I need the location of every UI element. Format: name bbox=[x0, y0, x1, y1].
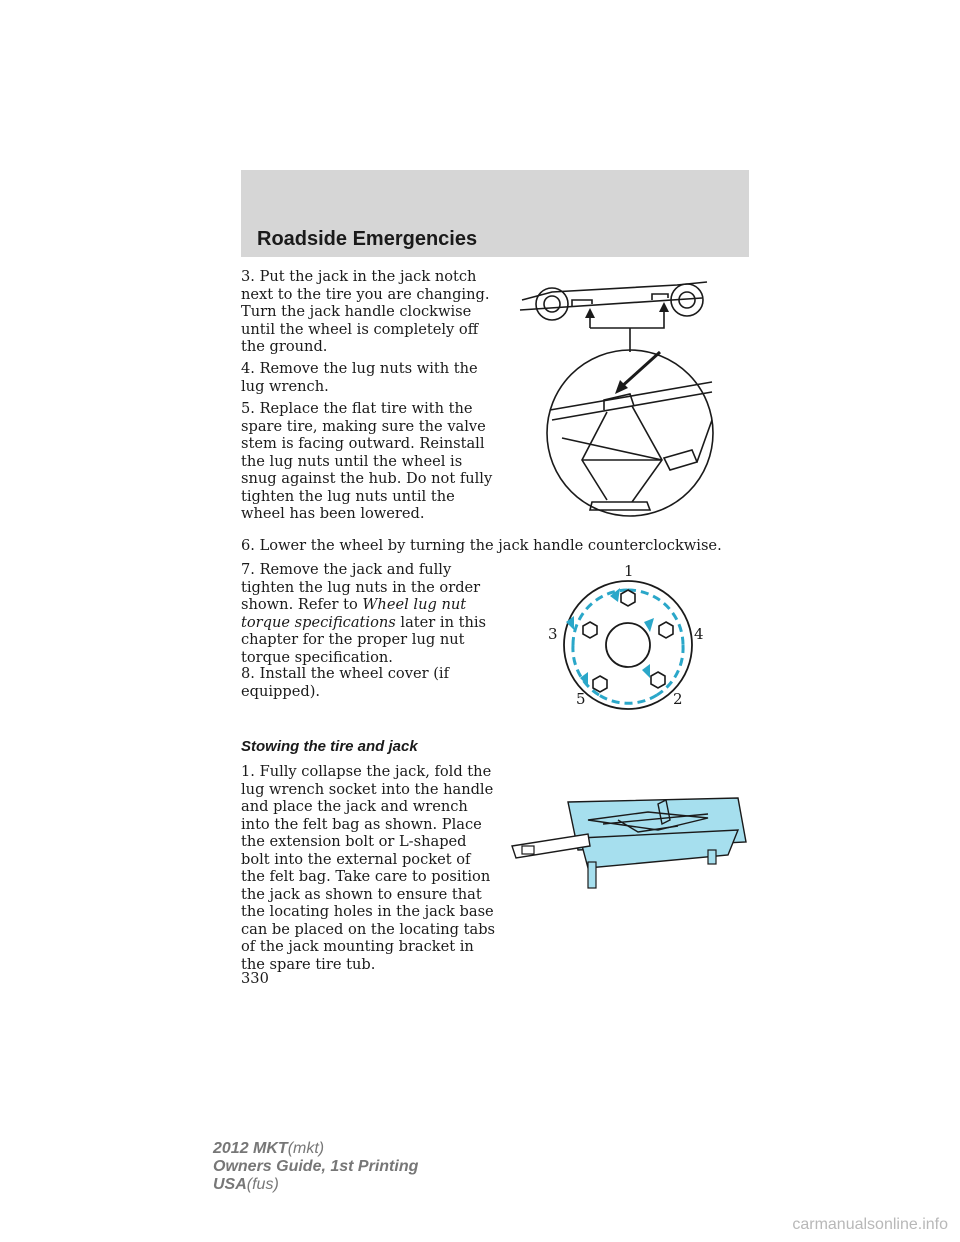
detail-circle bbox=[547, 350, 713, 516]
header-band bbox=[241, 170, 749, 257]
lug-label-3: 3 bbox=[548, 625, 558, 643]
lug-nut-order-diagram bbox=[540, 560, 710, 710]
jack-screw bbox=[562, 438, 662, 460]
step-7 bbox=[241, 561, 496, 666]
jack-base bbox=[590, 502, 650, 510]
jack-bag-illustration bbox=[508, 790, 753, 895]
stowing-step-1: 1. Fully collapse the jack, fold the lug wrench socket into the handle and place the jack and wrench into the felt bag as shown. Place the extension bolt or L-shaped bolt into the external pocket of the felt bag. Take care to position the jack as shown to ensure that the locating holes in the jack base can be placed on the locating tabs of the jack mounting bracket in the spare tire tub. bbox=[241, 763, 496, 973]
wheel-hub bbox=[606, 623, 650, 667]
footer-market: USA bbox=[213, 1176, 247, 1193]
arrow-up-rear bbox=[659, 302, 669, 312]
step-7-reference: Wheel lug nut torque specifications bbox=[241, 596, 467, 631]
step-3: 3. Put the jack in the jack notch next to the tire you are changing. Turn the jack handle clockwise until the wheel is completely off the ground. bbox=[241, 268, 490, 355]
lug-nut-1 bbox=[621, 590, 635, 606]
section-heading-stowing: Stowing the tire and jack bbox=[241, 738, 418, 755]
step-6: 6. Lower the wheel by turning the jack handle counterclockwise. bbox=[241, 537, 722, 554]
footer-model: 2012 MKT bbox=[213, 1140, 288, 1157]
bag-strap-left bbox=[588, 862, 596, 888]
footer bbox=[213, 1140, 418, 1194]
step-7-text: 7. Remove the jack and fully tighten the lug nuts in the order shown. Refer to bbox=[241, 561, 481, 613]
lug-nut-2 bbox=[651, 672, 665, 688]
watermark-text: carmanualsonline.info bbox=[792, 1216, 948, 1233]
footer-line-1 bbox=[213, 1140, 418, 1158]
step-8: 8. Install the wheel cover (if equipped). bbox=[241, 665, 449, 700]
lug-label-5: 5 bbox=[576, 690, 586, 708]
step-5: 5. Replace the flat tire with the spare tire, making sure the valve stem is facing outward. Reinstall the lug nuts until the wheel is snug against the hub. Do not fully tighten the lug nuts until the wheel has been lowered. bbox=[241, 400, 493, 522]
page-number: 330 bbox=[241, 970, 269, 987]
lug-nut-5 bbox=[593, 676, 607, 692]
footer-market-code: (fus) bbox=[246, 1176, 279, 1193]
tightening-path bbox=[573, 590, 683, 703]
lug-nut-3 bbox=[583, 622, 597, 638]
jack-handle bbox=[664, 450, 697, 470]
lug-label-4: 4 bbox=[694, 625, 704, 643]
lug-nut-4 bbox=[659, 622, 673, 638]
bag-strap-right bbox=[708, 850, 716, 864]
step-7-text-end: later in this chapter for the proper lug nut torque specification. bbox=[241, 613, 487, 666]
jack-placement-illustration bbox=[512, 270, 717, 520]
footer-guide: Owners Guide, 1st Printing bbox=[213, 1158, 419, 1175]
jack-notch-rear bbox=[652, 294, 668, 300]
arrow-up-front bbox=[585, 308, 595, 318]
page-title: Roadside Emergencies bbox=[257, 228, 478, 250]
footer-line-2 bbox=[213, 1158, 418, 1176]
footer-line-3 bbox=[213, 1176, 418, 1194]
lug-label-1: 1 bbox=[624, 562, 634, 580]
lug-label-2: 2 bbox=[673, 690, 683, 708]
jack-arms bbox=[582, 406, 662, 502]
footer-model-code: (mkt) bbox=[287, 1140, 325, 1157]
step-4: 4. Remove the lug nuts with the lug wrench. bbox=[241, 360, 478, 395]
pointer-line bbox=[620, 352, 660, 388]
